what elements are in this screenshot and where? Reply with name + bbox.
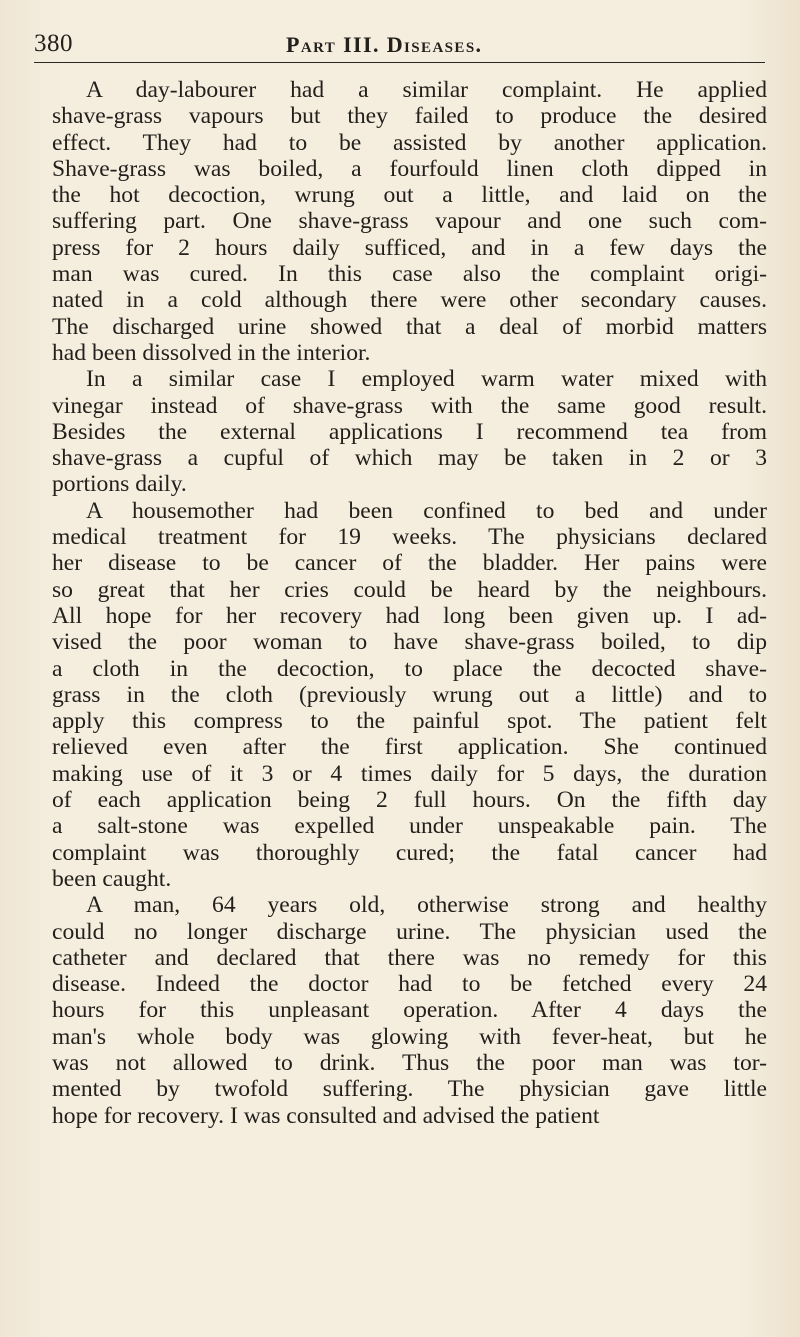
paragraph	[52, 892, 767, 1129]
text-line: so great that her cries could be heard by the neighbours.	[52, 576, 767, 603]
text-line: apply this compress to the painful spot. The patient felt	[52, 708, 767, 735]
paragraph	[52, 498, 767, 892]
text-line: nated in a cold although there were other secondary causes.	[52, 287, 767, 314]
text-line: hope for recovery. I was consulted and advised the patient	[52, 1102, 600, 1129]
text-line: A man, 64 years old, otherwise strong and healthy	[86, 892, 767, 919]
text-line: hours for this unpleasant operation. After 4 days the	[52, 997, 767, 1024]
text-line: Besides the external applications I recommend tea from	[52, 418, 767, 445]
text-line: mented by twofold suffering. The physician gave little	[52, 1076, 767, 1103]
text-line: In a similar case I employed warm water mixed with	[86, 366, 767, 393]
body-text	[52, 77, 767, 1129]
text-line: man's whole body was glowing with fever-heat, but he	[52, 1023, 767, 1050]
text-line: effect. They had to be assisted by another application.	[52, 129, 767, 156]
text-line: disease. Indeed the doctor had to be fetched every 24	[52, 971, 767, 998]
text-line: had been dissolved in the interior.	[52, 339, 371, 366]
text-line: her disease to be cancer of the bladder. Her pains were	[52, 550, 767, 577]
text-line: been caught.	[52, 865, 172, 892]
text-line: portions daily.	[52, 471, 187, 498]
text-line: could no longer discharge urine. The physician used the	[52, 918, 767, 945]
running-head	[34, 28, 765, 63]
text-line: shave-grass a cupful of which may be taken in 2 or 3	[52, 445, 767, 472]
paragraph	[52, 366, 767, 497]
text-line: grass in the cloth (previously wrung out a little) and to	[52, 681, 767, 708]
text-line: suffering part. One shave-grass vapour and one such com-	[52, 208, 767, 235]
text-line: vinegar instead of shave-grass with the same good result.	[52, 392, 767, 419]
text-line: a salt-stone was expelled under unspeakable pain. The	[52, 813, 767, 840]
page-number: 380	[34, 30, 73, 57]
text-line: Shave-grass was boiled, a fourfould linen cloth dipped in	[52, 155, 767, 182]
text-line: man was cured. In this case also the complaint origi-	[52, 261, 767, 288]
text-line: of each application being 2 full hours. On the fifth day	[52, 787, 767, 814]
text-line: making use of it 3 or 4 times daily for 5 days, the duration	[52, 760, 767, 787]
text-line: All hope for her recovery had long been given up. I ad-	[52, 602, 767, 629]
text-line: The discharged urine showed that a deal of morbid matters	[52, 313, 767, 340]
text-line: shave-grass vapours but they failed to produce the desired	[52, 103, 767, 130]
paragraph	[52, 77, 767, 366]
text-line: medical treatment for 19 weeks. The physicians declared	[52, 524, 767, 551]
text-line: A housemother had been confined to bed and under	[86, 497, 767, 524]
text-line: A day-labourer had a similar complaint. He applied	[86, 77, 767, 103]
text-line: relieved even after the first application. She continued	[52, 734, 767, 761]
text-line: was not allowed to drink. Thus the poor man was tor-	[52, 1049, 767, 1076]
text-line: vised the poor woman to have shave-grass boiled, to dip	[52, 629, 767, 656]
text-line: press for 2 hours daily sufficed, and in a few days the	[52, 234, 767, 261]
running-title: Part III. Diseases.	[286, 32, 483, 57]
text-line: complaint was thoroughly cured; the fatal cancer had	[52, 839, 767, 866]
text-line: catheter and declared that there was no remedy for this	[52, 944, 767, 971]
text-line: a cloth in the decoction, to place the decocted shave-	[52, 655, 767, 682]
text-line: the hot decoction, wrung out a little, and laid on the	[52, 182, 767, 209]
